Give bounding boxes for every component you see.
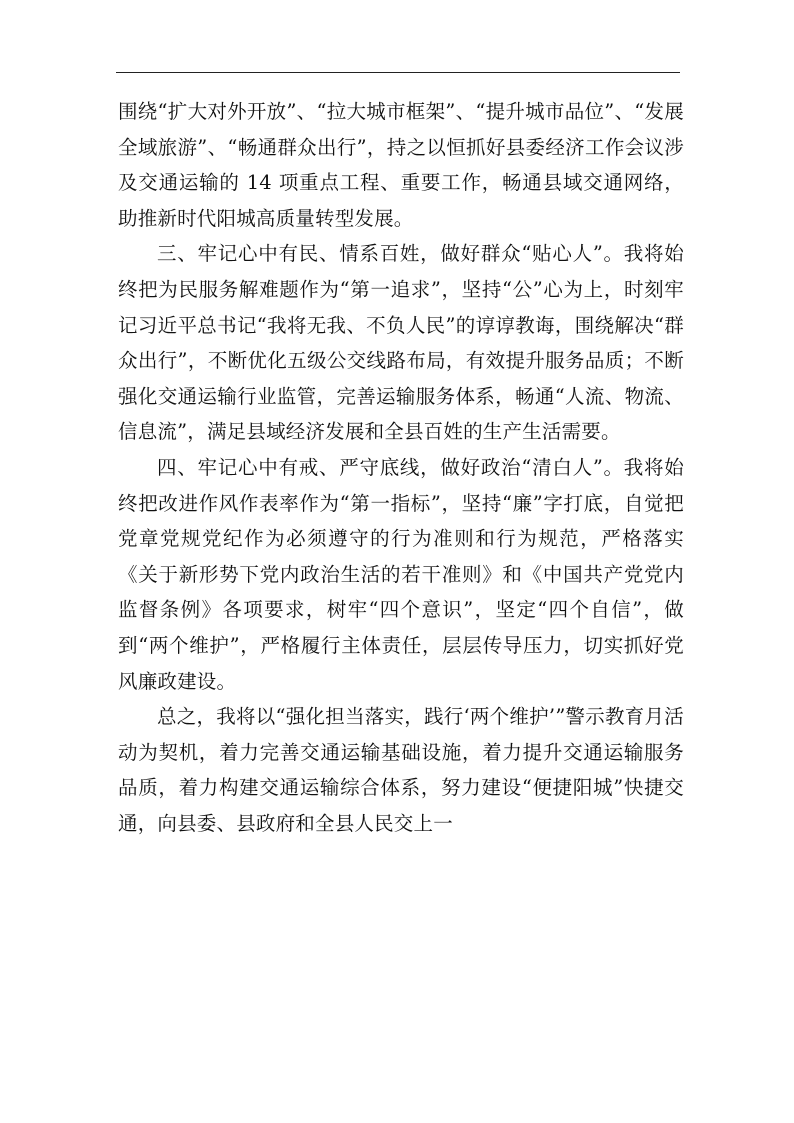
header-rule: [116, 72, 680, 73]
document-body: [118, 94, 684, 841]
paragraph-section-four: 四、牢记心中有戒、严守底线，做好政治“清白人”。我将始终把改进作风作表率作为“第一指标”，坚持“廉”字打底，自觉把党章党规党纪作为必须遵守的行为准则和行为规范，严格落实《关于新形势下党内政治生活的若干准则》和《中国共产党党内监督条例》各项要求，树牢“四个意识”，坚定“四个自信”，做到“两个维护”，严格履行主体责任，层层传导压力，切实抓好党风廉政建设。: [118, 455, 684, 693]
paragraph-summary: 总之，我将以“强化担当落实，践行‘两个维护’”警示教育月活动为契机，着力完善交通运输基础设施，着力提升交通运输服务品质，着力构建交通运输综合体系，努力建设“便捷阳城”快捷交通，向县委、县政府和全县人民交上一: [118, 705, 684, 835]
paragraph-continuation: 围绕“扩大对外开放”、“拉大城市框架”、“提升城市品位”、“发展全域旅游”、“畅通群众出行”，持之以恒抓好县委经济工作会议涉及交通运输的 14 项重点工程、重要工作，畅通县域交通网络，助推新时代阳城高质量转型发展。: [118, 100, 684, 230]
paragraph-section-three: 三、牢记心中有民、情系百姓，做好群众“贴心人”。我将始终把为民服务解难题作为“第一追求”，坚持“公”心为上，时刻牢记习近平总书记“我将无我、不负人民”的谆谆教诲，围绕解决“群众出行”，不断优化五级公交线路布局，有效提升服务品质；不断强化交通运输行业监管，完善运输服务体系，畅通“人流、物流、信息流”，满足县域经济发展和全县百姓的生产生活需要。: [118, 242, 684, 444]
